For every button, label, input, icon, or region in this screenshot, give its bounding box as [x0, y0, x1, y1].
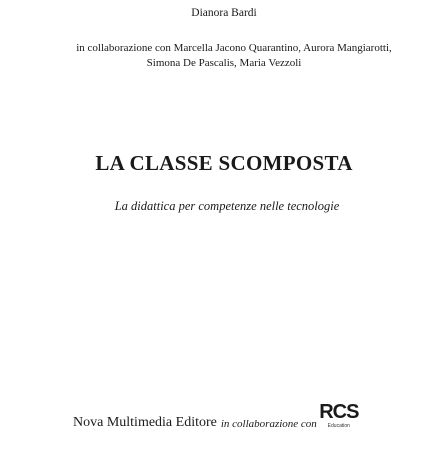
collaborators-line-1: in collaborazione con Marcella Jacono Quarantino, Aurora Mangiarotti, [76, 42, 392, 54]
rcs-logo-subtext: Education [327, 423, 350, 429]
author-name: Dianora Bardi [191, 7, 257, 19]
rcs-logo-mark: RCS [319, 401, 359, 423]
rcs-logo [321, 401, 357, 429]
collaborators [0, 41, 448, 70]
publisher-name: Nova Multimedia Editore [73, 415, 217, 430]
collaborators-line-2: Simona De Pascalis, Maria Vezzoli [146, 56, 302, 69]
book-subtitle: La didattica per competenze nelle tecnologie [114, 199, 340, 213]
publisher-footer [73, 401, 357, 441]
book-title: LA CLASSE SCOMPOSTA [95, 151, 353, 175]
collaboration-text: in collaborazione con [220, 418, 317, 430]
